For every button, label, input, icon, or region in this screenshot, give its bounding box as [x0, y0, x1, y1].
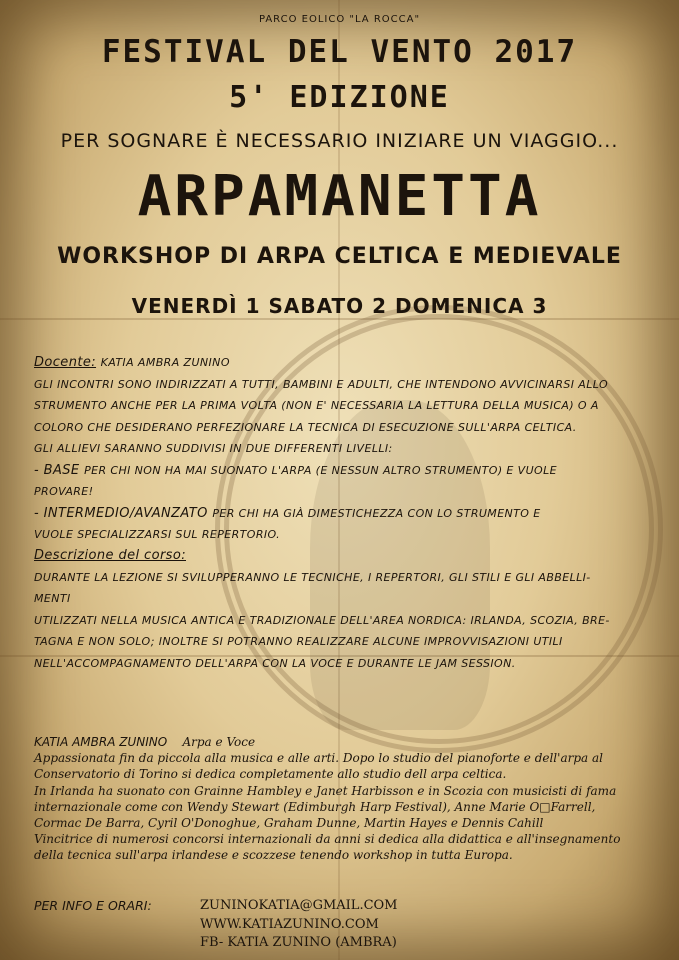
bio-role: Arpa e Voce [182, 735, 256, 749]
bio-line: Conservatorio di Torino si dedica completamente allo studio dell arpa celtica. [34, 767, 507, 782]
tagline: PER SOGNARE È NECESSARIO INIZIARE UN VIAGGIO... [60, 130, 619, 152]
descrizione-line: DURANTE LA LEZIONE SI SVILUPPERANNO LE TECNICHE, I REPERTORI, GLI STILI E GLI ABBELLI- [34, 570, 591, 584]
descrizione-line: MENTI [34, 592, 71, 605]
docente-line: GLI ALLIEVI SARANNO SUDDIVISI IN DUE DIFFERENTI LIVELLI: [34, 442, 393, 455]
contact-facebook: FB- KATIA ZUNINO (AMBRA) [200, 935, 397, 950]
level-base-label: - BASE [34, 462, 80, 478]
descrizione-section [34, 545, 674, 674]
bio-line: Appassionata fin da piccola alla musica e alle arti. Dopo lo studio del pianoforte e dell'arpa al [34, 751, 603, 766]
event-title: ARPAMANETTA [137, 164, 542, 229]
level-intermediate-cont: VUOLE SPECIALIZZARSI SUL REPERTORIO. [34, 528, 281, 541]
docente-line: STRUMENTO ANCHE PER LA PRIMA VOLTA (NON E' NECESSARIA LA LETTURA DELLA MUSICA) O A [34, 399, 599, 412]
level-base-text: PER CHI NON HA MAI SUONATO L'ARPA (E NESSUN ALTRO STRUMENTO) E VUOLE [84, 463, 557, 477]
bio-name: KATIA AMBRA ZUNINO [34, 735, 168, 749]
descrizione-line: UTILIZZATI NELLA MUSICA ANTICA E TRADIZIONALE DELL'AREA NORDICA: IRLANDA, SCOZIA, BRE- [34, 613, 610, 627]
edition: 5' EDIZIONE [229, 80, 450, 115]
bio-section [34, 734, 674, 864]
park-name: PARCO EOLICO "LA ROCCA" [258, 14, 421, 25]
bio-line: In Irlanda ha suonato con Grainne Hambley e Janet Harbisson e in Scozia con musicisti di fama [34, 783, 617, 798]
level-intermediate-label: - INTERMEDIO/AVANZATO [34, 505, 208, 521]
docente-line: GLI INCONTRI SONO INDIRIZZATI A TUTTI, BAMBINI E ADULTI, CHE INTENDONO AVVICINARSI ALLO [34, 377, 609, 391]
bio-line: della tecnica sull'arpa irlandese e scozzese tenendo workshop in tutta Europa. [34, 848, 513, 863]
workshop-subtitle: WORKSHOP DI ARPA CELTICA E MEDIEVALE [57, 244, 622, 269]
contact-email: ZUNINOKATIA@GMAIL.COM [200, 898, 398, 913]
bio-line: Vincitrice di numerosi concorsi internazionali da anni si dedica alla didattica e all'insegnamento [34, 832, 621, 847]
level-base-cont: PROVARE! [34, 485, 94, 498]
docente-name: KATIA AMBRA ZUNINO [100, 356, 230, 369]
docente-line: COLORO CHE DESIDERANO PERFEZIONARE LA TECNICA DI ESECUZIONE SULL'ARPA CELTICA. [34, 420, 577, 434]
docente-label: Docente: [34, 355, 97, 370]
descrizione-line: TAGNA E NON SOLO; INOLTRE SI POTRANNO REALIZZARE ALCUNE IMPROVVISAZIONI UTILI [34, 635, 563, 648]
festival-title: FESTIVAL DEL VENTO 2017 [101, 34, 578, 70]
contact-website: WWW.KATIAZUNINO.COM [200, 916, 379, 932]
level-intermediate-text: PER CHI HA GIÀ DIMESTICHEZZA CON LO STRUMENTO E [212, 506, 541, 520]
bio-line: internazionale come con Wendy Stewart (Edimburgh Harp Festival), Anne Marie O□Farrell, [34, 799, 596, 814]
contact-label: PER INFO E ORARI: [34, 898, 152, 913]
descrizione-line: NELL'ACCOMPAGNAMENTO DELL'ARPA CON LA VOCE E DURANTE LE JAM SESSION. [34, 656, 516, 670]
event-dates: VENERDÌ 1 SABATO 2 DOMENICA 3 [131, 294, 548, 318]
descrizione-label: Descrizione del corso: [34, 548, 186, 563]
bio-line: Cormac De Barra, Cyril O'Donoghue, Graham Dunne, Martin Hayes e Dennis Cahill [34, 816, 544, 831]
docente-section [34, 352, 674, 546]
